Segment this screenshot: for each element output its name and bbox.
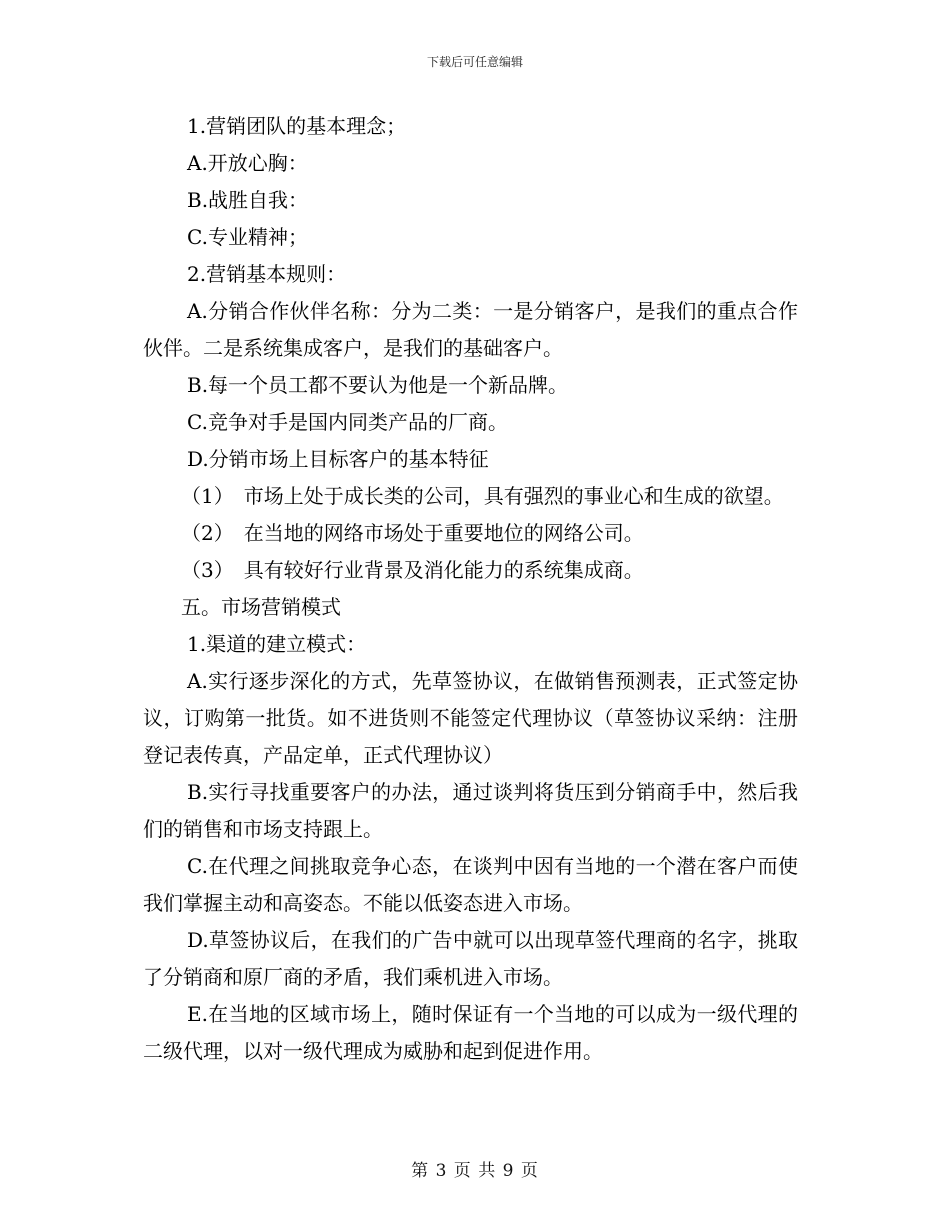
paragraph: 2.营销基本规则：: [187, 262, 347, 286]
paragraph: C.在代理之间挑取竞争心态，在谈判中因有当地的一个潜在客户而使我们掌握主动和高姿态。不能以低姿态进入市场。: [143, 854, 798, 915]
paragraph: E.在当地的区域市场上，随时保证有一个当地的可以成为一级代理的二级代理，以对一级代理成为威胁和起到促进作用。: [143, 1002, 798, 1063]
paragraph: A.实行逐步深化的方式，先草签协议，在做销售预测表，正式签定协议，订购第一批货。如不进货则不能签定代理协议（草签协议采纳：注册登记表传真，产品定单，正式代理协议）: [143, 669, 798, 767]
page-number: 第 3 页 共 9 页: [411, 1161, 539, 1181]
paragraph: B.每一个员工都不要认为他是一个新品牌。: [187, 373, 569, 397]
paragraph: 1.渠道的建立模式：: [187, 632, 367, 656]
paragraph: B.实行寻找重要客户的办法，通过谈判将货压到分销商手中，然后我们的销售和市场支持跟上。: [143, 780, 798, 841]
paragraph: 1.营销团队的基本理念；: [187, 114, 407, 138]
paragraph: C.竞争对手是国内同类产品的厂商。: [187, 410, 508, 434]
paragraph: A.开放心胸：: [187, 151, 308, 175]
paragraph: C.专业精神；: [187, 225, 308, 249]
paragraph: A.分销合作伙伴名称：分为二类：一是分销客户，是我们的重点合作伙伴。二是系统集成客户，是我们的基础客户。: [143, 299, 798, 360]
document-body: [143, 108, 798, 1070]
numbered-item: （3） 具有较好行业背景及消化能力的系统集成商。: [181, 558, 644, 582]
section-heading: 五。市场营销模式: [181, 595, 341, 619]
paragraph: B.战胜自我：: [187, 188, 309, 212]
page-header: 下载后可任意编辑: [426, 55, 523, 69]
numbered-item: （1） 市场上处于成长类的公司，具有强烈的事业心和生成的欲望。: [181, 484, 784, 508]
paragraph: D.草签协议后，在我们的广告中就可以出现草签代理商的名字，挑取了分销商和原厂商的矛盾，我们乘机进入市场。: [143, 928, 798, 989]
paragraph: D.分销市场上目标客户的基本特征: [187, 447, 489, 471]
numbered-item: （2） 在当地的网络市场处于重要地位的网络公司。: [181, 521, 644, 545]
